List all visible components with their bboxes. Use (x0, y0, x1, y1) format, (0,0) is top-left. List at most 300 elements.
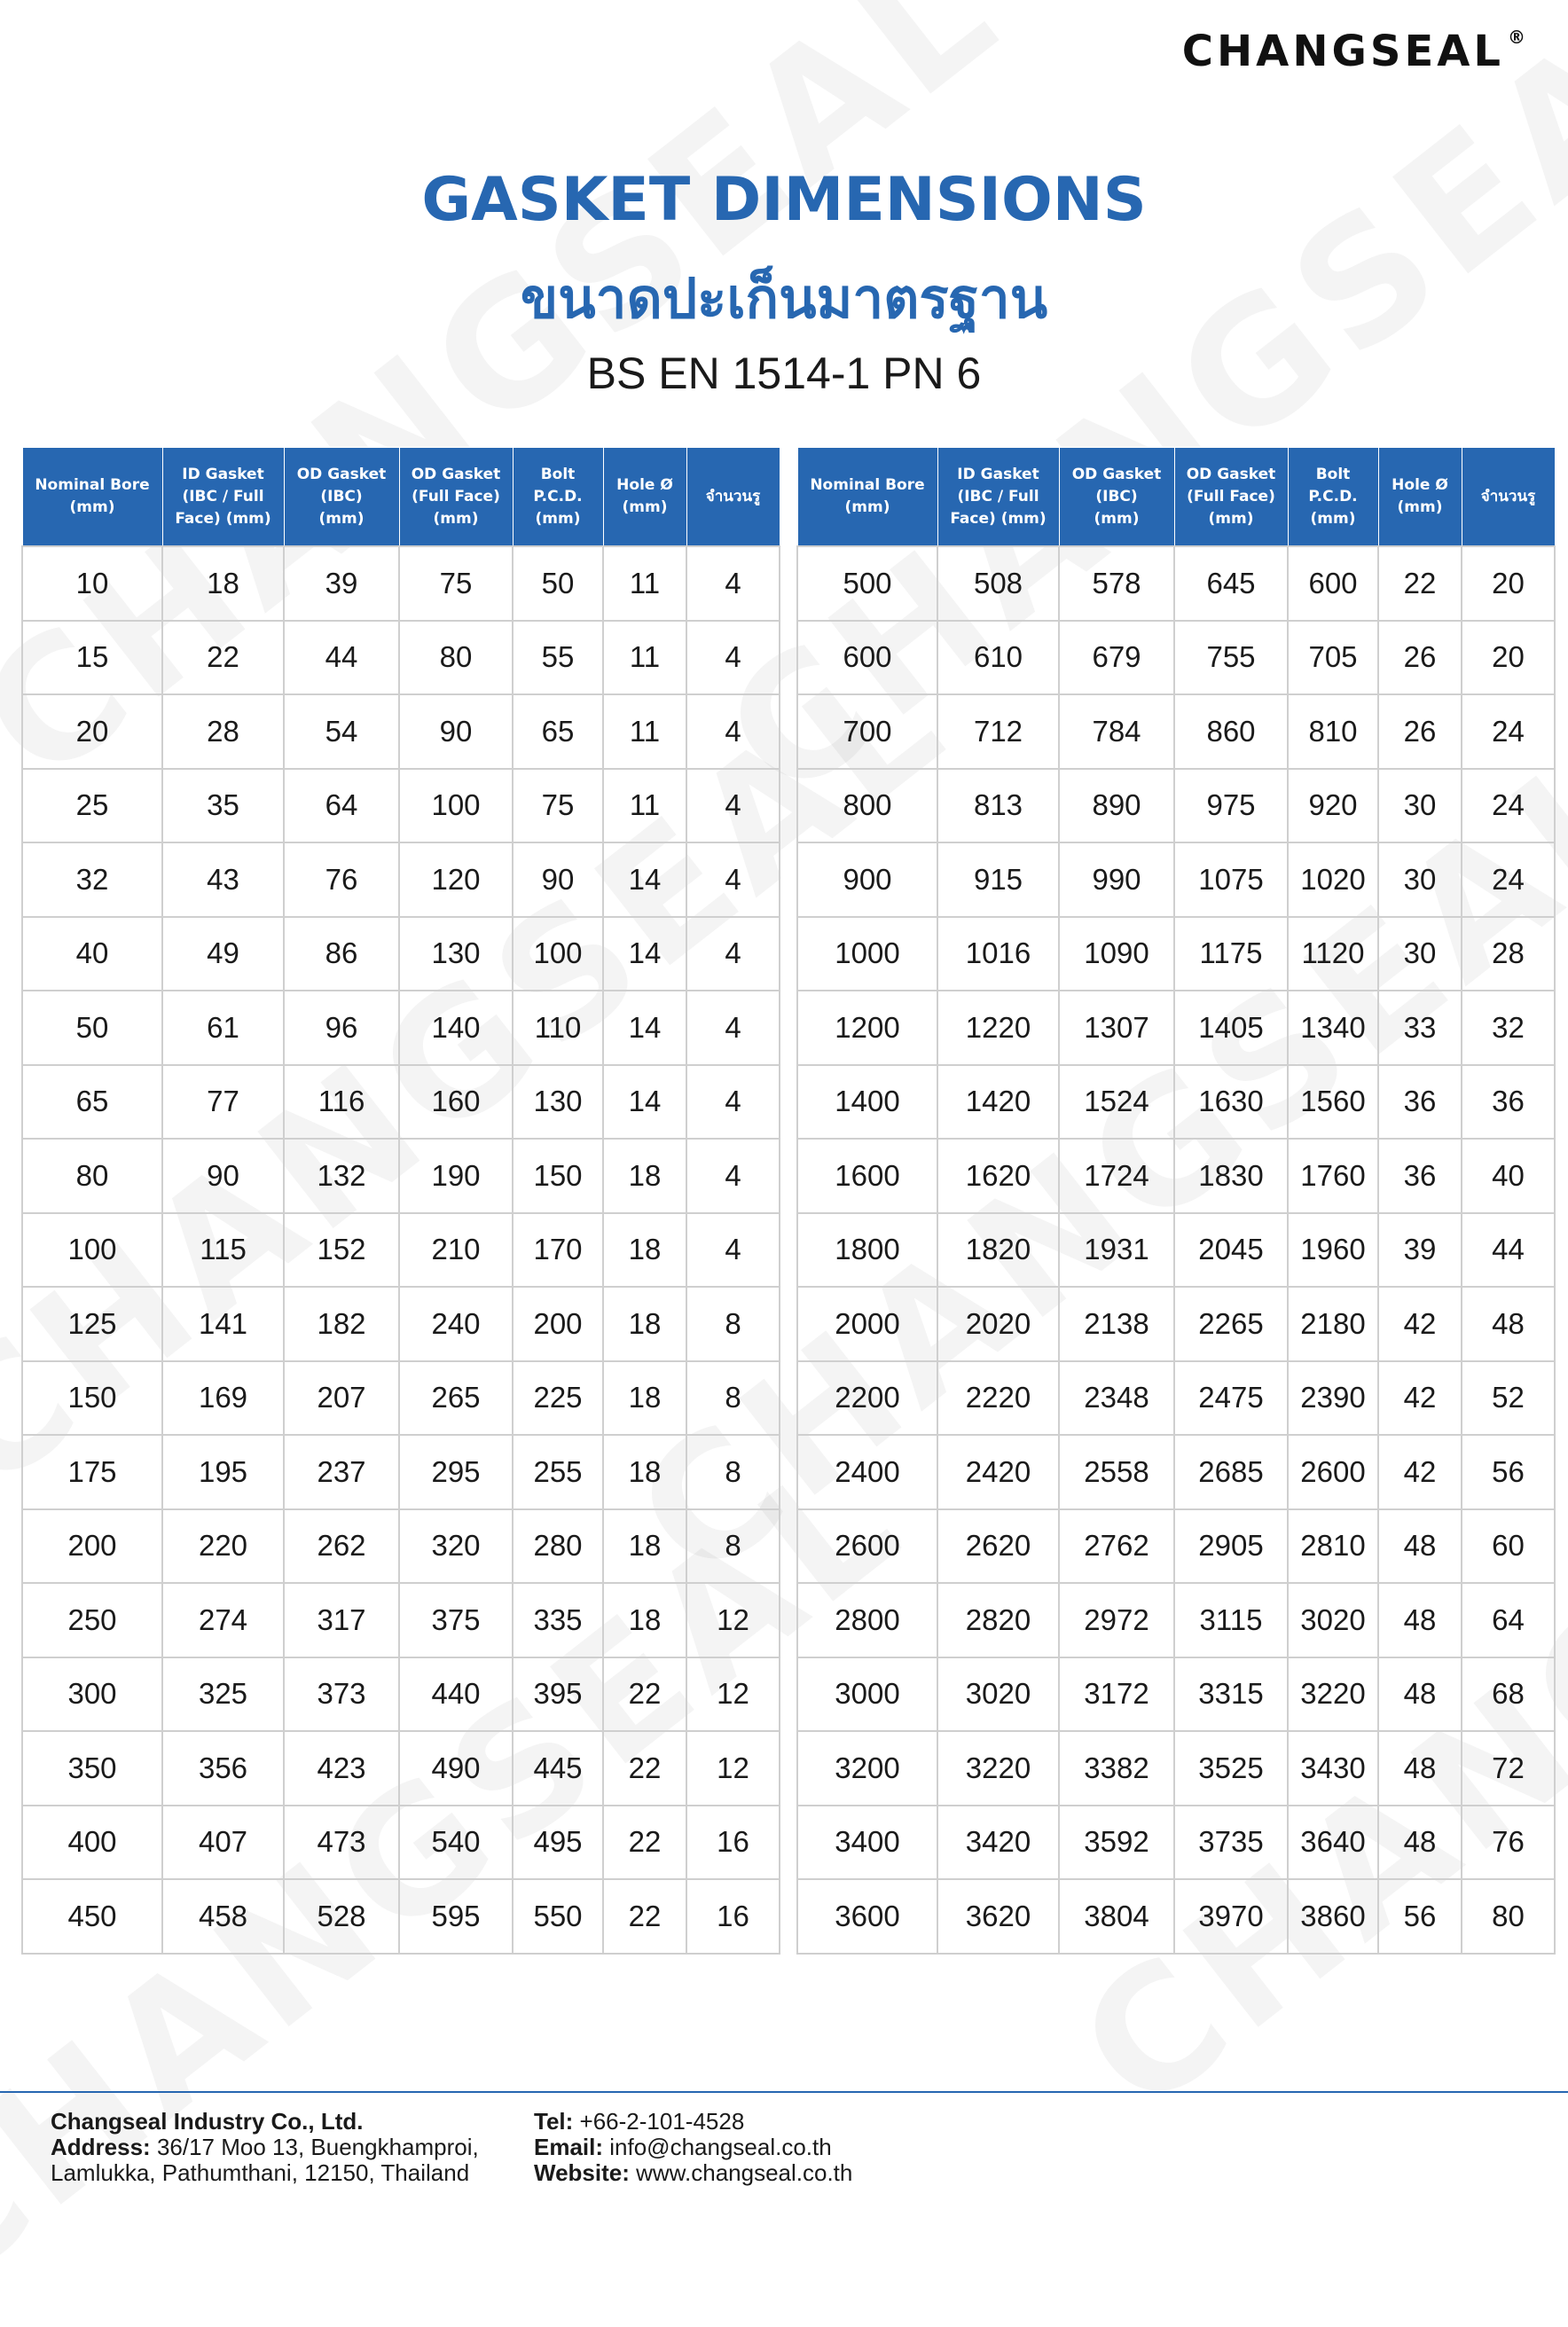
table-cell: 30 (1378, 917, 1462, 991)
table-cell: 18 (603, 1435, 686, 1509)
table-cell: 28 (162, 694, 284, 769)
column-header-line: (IBC) (320, 487, 363, 505)
column-header-line: จำนวนรู (705, 487, 761, 505)
table-cell: 25 (22, 769, 162, 843)
column-header (1288, 448, 1378, 547)
table-cell: 240 (399, 1287, 513, 1361)
table-cell: 645 (1174, 546, 1288, 621)
table-cell: 1830 (1174, 1139, 1288, 1213)
table-cell: 705 (1288, 621, 1378, 695)
column-header (686, 448, 780, 547)
column-header-line: (mm) (622, 498, 668, 516)
table-cell: 100 (399, 769, 513, 843)
column-header-line: Bolt (540, 465, 576, 483)
table-row (22, 1361, 780, 1436)
table-cell: 550 (513, 1879, 603, 1954)
table-cell: 3600 (797, 1879, 937, 1954)
table-cell: 8 (686, 1509, 780, 1584)
table-cell: 2420 (937, 1435, 1059, 1509)
table-cell: 75 (513, 769, 603, 843)
table-cell: 50 (22, 991, 162, 1065)
table-cell: 56 (1378, 1879, 1462, 1954)
table-cell: 24 (1462, 694, 1555, 769)
gasket-table-right (796, 447, 1556, 1955)
page-title: GASKET DIMENSIONS (421, 165, 1147, 235)
table-cell: 473 (284, 1806, 399, 1880)
standard-subtitle: BS EN 1514-1 PN 6 (586, 349, 982, 398)
table-cell: 500 (797, 546, 937, 621)
column-header (603, 448, 686, 547)
table-cell: 3000 (797, 1657, 937, 1732)
column-header-line: Hole Ø (1392, 476, 1448, 494)
column-header-line: (mm) (69, 498, 115, 516)
table-cell: 22 (603, 1657, 686, 1732)
table-cell: 36 (1378, 1139, 1462, 1213)
column-header-line: OD Gasket (1071, 465, 1162, 483)
table-cell: 3220 (1288, 1657, 1378, 1732)
table-cell: 150 (513, 1139, 603, 1213)
table-cell: 48 (1378, 1731, 1462, 1806)
column-header-line: (IBC / Full (957, 487, 1039, 505)
table-cell: 44 (1462, 1213, 1555, 1288)
table-cell: 12 (686, 1657, 780, 1732)
table-row (797, 1509, 1555, 1584)
table-cell: 540 (399, 1806, 513, 1880)
table-cell: 18 (603, 1509, 686, 1584)
table-cell: 1120 (1288, 917, 1378, 991)
address-label: Address: (51, 2134, 151, 2160)
table-cell: 335 (513, 1583, 603, 1657)
table-cell: 1400 (797, 1065, 937, 1140)
table-cell: 24 (1462, 842, 1555, 917)
table-cell: 55 (513, 621, 603, 695)
table-cell: 3020 (1288, 1583, 1378, 1657)
table-cell: 2762 (1059, 1509, 1174, 1584)
table-cell: 890 (1059, 769, 1174, 843)
table-cell: 400 (22, 1806, 162, 1880)
footer-company-info (51, 2109, 547, 2186)
table-cell: 18 (603, 1287, 686, 1361)
footer-contact-info (534, 2109, 1031, 2186)
table-cell: 16 (686, 1806, 780, 1880)
table-cell: 1200 (797, 991, 937, 1065)
table-row (797, 1879, 1555, 1954)
table-cell: 20 (1462, 546, 1555, 621)
table-cell: 262 (284, 1509, 399, 1584)
table-cell: 2972 (1059, 1583, 1174, 1657)
table-row (797, 1065, 1555, 1140)
table-cell: 3735 (1174, 1806, 1288, 1880)
table-cell: 2558 (1059, 1435, 1174, 1509)
table-cell: 3382 (1059, 1731, 1174, 1806)
table-cell: 265 (399, 1361, 513, 1436)
table-cell: 28 (1462, 917, 1555, 991)
table-cell: 22 (603, 1731, 686, 1806)
table-cell: 77 (162, 1065, 284, 1140)
table-cell: 42 (1378, 1435, 1462, 1509)
table-cell: 100 (22, 1213, 162, 1288)
address-line2: Lamlukka, Pathumthani, 12150, Thailand (51, 2159, 470, 2186)
table-cell: 18 (603, 1139, 686, 1213)
table-cell: 784 (1059, 694, 1174, 769)
table-header-row (22, 448, 780, 547)
table-row (797, 917, 1555, 991)
table-row (22, 1583, 780, 1657)
table-cell: 2600 (1288, 1435, 1378, 1509)
table-cell: 14 (603, 917, 686, 991)
table-cell: 3200 (797, 1731, 937, 1806)
table-cell: 1020 (1288, 842, 1378, 917)
table-cell: 3860 (1288, 1879, 1378, 1954)
table-cell: 395 (513, 1657, 603, 1732)
table-cell: 755 (1174, 621, 1288, 695)
column-header-line: ID Gasket (957, 465, 1039, 483)
table-cell: 975 (1174, 769, 1288, 843)
table-cell: 60 (1462, 1509, 1555, 1584)
table-cell: 900 (797, 842, 937, 917)
table-cell: 495 (513, 1806, 603, 1880)
table-cell: 3020 (937, 1657, 1059, 1732)
table-cell: 116 (284, 1065, 399, 1140)
table-cell: 2400 (797, 1435, 937, 1509)
table-cell: 2820 (937, 1583, 1059, 1657)
table-cell: 317 (284, 1583, 399, 1657)
tel-label: Tel: (534, 2108, 574, 2135)
table-cell: 22 (603, 1879, 686, 1954)
column-header-line: OD Gasket (411, 465, 501, 483)
table-cell: 860 (1174, 694, 1288, 769)
brand-logo (1182, 27, 1525, 76)
table-cell: 11 (603, 546, 686, 621)
column-header-line: Face) (mm) (175, 509, 271, 528)
table-cell: 1620 (937, 1139, 1059, 1213)
table-cell: 700 (797, 694, 937, 769)
table-cell: 64 (1462, 1583, 1555, 1657)
table-row (797, 1657, 1555, 1732)
table-row (22, 1731, 780, 1806)
table-cell: 4 (686, 546, 780, 621)
table-cell: 1931 (1059, 1213, 1174, 1288)
table-cell: 195 (162, 1435, 284, 1509)
table-row (22, 769, 780, 843)
table-row (797, 1361, 1555, 1436)
website-label: Website: (534, 2159, 630, 2186)
table-row (797, 1139, 1555, 1213)
table-cell: 42 (1378, 1361, 1462, 1436)
table-cell: 96 (284, 991, 399, 1065)
table-row (22, 1139, 780, 1213)
table-cell: 3315 (1174, 1657, 1288, 1732)
table-cell: 610 (937, 621, 1059, 695)
table-cell: 49 (162, 917, 284, 991)
table-cell: 68 (1462, 1657, 1555, 1732)
table-cell: 237 (284, 1435, 399, 1509)
table-cell: 3430 (1288, 1731, 1378, 1806)
column-header-line: (mm) (844, 498, 890, 516)
table-cell: 86 (284, 917, 399, 991)
table-cell: 1075 (1174, 842, 1288, 917)
table-cell: 61 (162, 991, 284, 1065)
table-cell: 76 (284, 842, 399, 917)
table-cell: 915 (937, 842, 1059, 917)
table-cell: 600 (797, 621, 937, 695)
table-row (797, 694, 1555, 769)
table-cell: 170 (513, 1213, 603, 1288)
table-header-row (797, 448, 1555, 547)
table-row (797, 842, 1555, 917)
table-cell: 375 (399, 1583, 513, 1657)
table-cell: 1760 (1288, 1139, 1378, 1213)
table-cell: 255 (513, 1435, 603, 1509)
table-cell: 200 (22, 1509, 162, 1584)
column-header (1462, 448, 1555, 547)
table-cell: 150 (22, 1361, 162, 1436)
table-cell: 3420 (937, 1806, 1059, 1880)
table-cell: 810 (1288, 694, 1378, 769)
table-cell: 1630 (1174, 1065, 1288, 1140)
table-cell: 14 (603, 842, 686, 917)
table-cell: 30 (1378, 842, 1462, 917)
table-cell: 712 (937, 694, 1059, 769)
column-header-line: (Full Face) (412, 487, 500, 505)
table-row (22, 917, 780, 991)
column-header-line: จำนวนรู (1480, 487, 1536, 505)
table-cell: 48 (1462, 1287, 1555, 1361)
table-cell: 80 (22, 1139, 162, 1213)
table-cell: 3592 (1059, 1806, 1174, 1880)
table-cell: 350 (22, 1731, 162, 1806)
table-row (797, 769, 1555, 843)
table-cell: 207 (284, 1361, 399, 1436)
table-row (797, 1213, 1555, 1288)
table-cell: 32 (22, 842, 162, 917)
table-cell: 2600 (797, 1509, 937, 1584)
table-cell: 80 (1462, 1879, 1555, 1954)
table-cell: 76 (1462, 1806, 1555, 1880)
table-cell: 125 (22, 1287, 162, 1361)
table-cell: 3640 (1288, 1806, 1378, 1880)
table-cell: 1600 (797, 1139, 937, 1213)
column-header-line: ID Gasket (182, 465, 264, 483)
column-header-line: (mm) (433, 509, 479, 528)
table-cell: 43 (162, 842, 284, 917)
table-cell: 578 (1059, 546, 1174, 621)
table-cell: 1524 (1059, 1065, 1174, 1140)
table-cell: 4 (686, 1139, 780, 1213)
table-cell: 3172 (1059, 1657, 1174, 1732)
table-cell: 1960 (1288, 1213, 1378, 1288)
column-header-line: P.C.D. (533, 487, 583, 505)
column-header (797, 448, 937, 547)
table-cell: 190 (399, 1139, 513, 1213)
table-cell: 2265 (1174, 1287, 1288, 1361)
table-cell: 40 (22, 917, 162, 991)
table-cell: 356 (162, 1731, 284, 1806)
table-cell: 3400 (797, 1806, 937, 1880)
table-cell: 90 (513, 842, 603, 917)
table-cell: 130 (513, 1065, 603, 1140)
table-cell: 423 (284, 1731, 399, 1806)
table-cell: 1220 (937, 991, 1059, 1065)
table-cell: 141 (162, 1287, 284, 1361)
table-cell: 490 (399, 1731, 513, 1806)
table-cell: 458 (162, 1879, 284, 1954)
table-cell: 48 (1378, 1509, 1462, 1584)
table-cell: 11 (603, 694, 686, 769)
table-cell: 1090 (1059, 917, 1174, 991)
table-row (22, 991, 780, 1065)
table-cell: 4 (686, 1065, 780, 1140)
table-row (22, 1435, 780, 1509)
table-cell: 1016 (937, 917, 1059, 991)
table-cell: 22 (162, 621, 284, 695)
table-cell: 679 (1059, 621, 1174, 695)
column-header (162, 448, 284, 547)
table-cell: 2020 (937, 1287, 1059, 1361)
table-row (22, 1065, 780, 1140)
table-cell: 12 (686, 1731, 780, 1806)
table-row (797, 621, 1555, 695)
table-cell: 8 (686, 1287, 780, 1361)
table-cell: 18 (603, 1583, 686, 1657)
table-cell: 2800 (797, 1583, 937, 1657)
table-cell: 1420 (937, 1065, 1059, 1140)
column-header-line: OD Gasket (1186, 465, 1276, 483)
table-cell: 14 (603, 1065, 686, 1140)
table-cell: 48 (1378, 1583, 1462, 1657)
footer-divider (0, 2091, 1568, 2093)
table-cell: 2390 (1288, 1361, 1378, 1436)
table-cell: 10 (22, 546, 162, 621)
column-header-line: Face) (mm) (950, 509, 1047, 528)
table-cell: 132 (284, 1139, 399, 1213)
table-cell: 72 (1462, 1731, 1555, 1806)
table-cell: 800 (797, 769, 937, 843)
table-cell: 1000 (797, 917, 937, 991)
table-cell: 2220 (937, 1361, 1059, 1436)
table-cell: 64 (284, 769, 399, 843)
column-header (937, 448, 1059, 547)
table-cell: 80 (399, 621, 513, 695)
column-header-line: (IBC) (1095, 487, 1138, 505)
table-row (797, 1435, 1555, 1509)
email-link[interactable]: info@changseal.co.th (609, 2134, 832, 2160)
table-cell: 40 (1462, 1139, 1555, 1213)
table-cell: 210 (399, 1213, 513, 1288)
table-cell: 813 (937, 769, 1059, 843)
table-cell: 2200 (797, 1361, 937, 1436)
table-cell: 1820 (937, 1213, 1059, 1288)
table-row (22, 546, 780, 621)
table-cell: 2180 (1288, 1287, 1378, 1361)
table-cell: 3115 (1174, 1583, 1288, 1657)
table-cell: 325 (162, 1657, 284, 1732)
column-header (284, 448, 399, 547)
table-cell: 4 (686, 621, 780, 695)
table-cell: 1800 (797, 1213, 937, 1288)
table-cell: 8 (686, 1361, 780, 1436)
table-cell: 373 (284, 1657, 399, 1732)
registered-mark: ® (1508, 27, 1525, 48)
table-cell: 175 (22, 1435, 162, 1509)
table-cell: 16 (686, 1879, 780, 1954)
table-cell: 33 (1378, 991, 1462, 1065)
brand-name: CHANGSEAL (1181, 27, 1504, 76)
table-row (797, 1806, 1555, 1880)
table-cell: 3804 (1059, 1879, 1174, 1954)
table-cell: 2685 (1174, 1435, 1288, 1509)
table-cell: 26 (1378, 694, 1462, 769)
table-row (797, 546, 1555, 621)
table-cell: 280 (513, 1509, 603, 1584)
table-cell: 1307 (1059, 991, 1174, 1065)
table-cell: 22 (1378, 546, 1462, 621)
table-cell: 200 (513, 1287, 603, 1361)
table-cell: 18 (603, 1361, 686, 1436)
table-cell: 152 (284, 1213, 399, 1288)
column-header-line: (mm) (1094, 509, 1140, 528)
column-header-line: P.C.D. (1308, 487, 1358, 505)
table-cell: 18 (162, 546, 284, 621)
table-cell: 22 (603, 1806, 686, 1880)
table-cell: 90 (399, 694, 513, 769)
table-cell: 36 (1462, 1065, 1555, 1140)
table-row (22, 1213, 780, 1288)
table-cell: 445 (513, 1731, 603, 1806)
table-cell: 508 (937, 546, 1059, 621)
column-header-line: Nominal Bore (35, 476, 150, 494)
column-header (399, 448, 513, 547)
table-cell: 2348 (1059, 1361, 1174, 1436)
table-cell: 3525 (1174, 1731, 1288, 1806)
gasket-table-left (21, 447, 780, 1955)
table-row (22, 1657, 780, 1732)
table-cell: 450 (22, 1879, 162, 1954)
table-cell: 220 (162, 1509, 284, 1584)
table-cell: 56 (1462, 1435, 1555, 1509)
table-row (22, 842, 780, 917)
table-cell: 274 (162, 1583, 284, 1657)
table-cell: 11 (603, 621, 686, 695)
column-header (22, 448, 162, 547)
table-cell: 48 (1378, 1657, 1462, 1732)
table-cell: 990 (1059, 842, 1174, 917)
table-cell: 120 (399, 842, 513, 917)
table-cell: 36 (1378, 1065, 1462, 1140)
table-cell: 15 (22, 621, 162, 695)
table-cell: 4 (686, 991, 780, 1065)
table-cell: 4 (686, 917, 780, 991)
address-line1: 36/17 Moo 13, Buengkhamproi, (156, 2134, 479, 2160)
table-cell: 30 (1378, 769, 1462, 843)
table-cell: 65 (513, 694, 603, 769)
table-cell: 20 (1462, 621, 1555, 695)
table-cell: 50 (513, 546, 603, 621)
table-cell: 182 (284, 1287, 399, 1361)
table-cell: 140 (399, 991, 513, 1065)
table-cell: 65 (22, 1065, 162, 1140)
table-cell: 4 (686, 694, 780, 769)
column-header-line: (mm) (318, 509, 365, 528)
website-link[interactable]: www.changseal.co.th (636, 2159, 853, 2186)
table-cell: 3620 (937, 1879, 1059, 1954)
table-cell: 42 (1378, 1287, 1462, 1361)
table-cell: 300 (22, 1657, 162, 1732)
table-cell: 35 (162, 769, 284, 843)
table-cell: 4 (686, 842, 780, 917)
tel-value: +66-2-101-4528 (579, 2108, 745, 2135)
table-cell: 26 (1378, 621, 1462, 695)
